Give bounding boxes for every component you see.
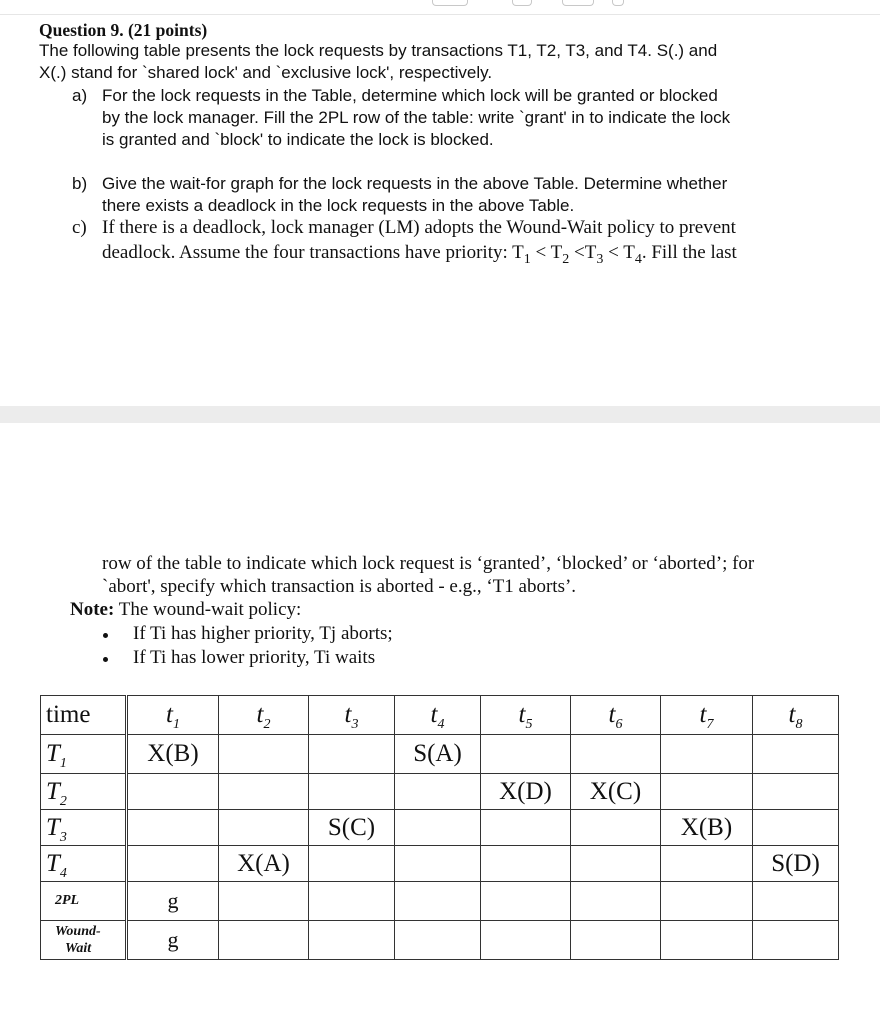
note-label: Note: <box>70 599 115 620</box>
part-c-line-2: deadlock. Assume the four transactions have priority: $T_1 < T_2 <T_3 < T_4$. Fill the last <box>102 242 737 267</box>
cell-t2-4 <box>395 774 481 810</box>
part-b-label: b) <box>72 174 88 193</box>
table-row-t3 <box>41 810 839 846</box>
priority-sub-3: 3 <box>596 251 604 267</box>
header-t4: $t_4$ <box>395 696 481 735</box>
cell-2pl-2[interactable] <box>219 882 309 921</box>
part-a-line-2: by the lock manager. Fill the 2PL row of the table: write `grant' in to indicate the lock <box>102 108 731 127</box>
cell-t2-5: X(D) <box>481 774 571 810</box>
header-t5: $t_5$ <box>481 696 571 735</box>
part-c-label: c) <box>72 217 87 238</box>
cell-ww-2[interactable] <box>219 921 309 960</box>
cell-ww-3[interactable] <box>309 921 395 960</box>
table-row-wound-wait <box>41 921 839 960</box>
toolbar-tabs <box>432 0 632 6</box>
cell-t2-7 <box>661 774 753 810</box>
cell-t4-4 <box>395 846 481 882</box>
cell-t1-1: X(B) <box>127 735 219 774</box>
cell-t3-3: S(C) <box>309 810 395 846</box>
part-a-label: a) <box>72 86 88 105</box>
toolbar-tab-1[interactable] <box>432 0 468 6</box>
cell-2pl-1[interactable]: g <box>127 882 219 921</box>
header-t7: $t_7$ <box>661 696 753 735</box>
row-label-2pl: 2PL <box>41 882 127 921</box>
cell-t2-6: X(C) <box>571 774 661 810</box>
cell-t2-2 <box>219 774 309 810</box>
cell-t4-1 <box>127 846 219 882</box>
cell-t2-8 <box>753 774 839 810</box>
row-label-t2: $T_2$ <box>41 774 127 810</box>
row-label-wound-wait: Wound- Wait <box>41 921 127 960</box>
toolbar-tab-3[interactable] <box>562 0 594 6</box>
intro-line-1: The following table presents the lock requests by transactions T1, T2, T3, and T4. S(.) and <box>39 41 718 60</box>
cell-2pl-4[interactable] <box>395 882 481 921</box>
cell-ww-5[interactable] <box>481 921 571 960</box>
note-bullet-1: If Ti has higher priority, Tj aborts; <box>133 623 393 644</box>
cell-t4-8: S(D) <box>753 846 839 882</box>
cell-t2-1 <box>127 774 219 810</box>
cell-t1-5 <box>481 735 571 774</box>
cell-t4-3 <box>309 846 395 882</box>
cell-2pl-3[interactable] <box>309 882 395 921</box>
priority-sub-4: 4 <box>634 251 642 267</box>
table-row-2pl <box>41 882 839 921</box>
cell-ww-1[interactable]: g <box>127 921 219 960</box>
note-line <box>70 598 301 622</box>
row-label-t3: $T_3$ <box>41 810 127 846</box>
cell-t1-4: S(A) <box>395 735 481 774</box>
header-t1: $t_1$ <box>127 696 219 735</box>
cell-ww-6[interactable] <box>571 921 661 960</box>
cell-t3-5 <box>481 810 571 846</box>
cell-ww-7[interactable] <box>661 921 753 960</box>
cell-2pl-8[interactable] <box>753 882 839 921</box>
cell-t3-2 <box>219 810 309 846</box>
table-row-t2 <box>41 774 839 810</box>
part-c-continued-1: row of the table to indicate which lock request is ‘granted’, ‘blocked’ or ‘aborted’; for <box>102 553 755 574</box>
note-text: The wound-wait policy: <box>114 599 302 620</box>
cell-t3-6 <box>571 810 661 846</box>
page-break <box>0 406 880 423</box>
note-bullet-2: If Ti has lower priority, Ti waits <box>133 647 376 668</box>
viewer-top-bar <box>0 0 880 15</box>
table-header-row <box>41 696 839 735</box>
part-c-line-2-suffix: . Fill the last <box>641 242 737 263</box>
intro-line-2: X(.) stand for `shared lock' and `exclusive lock', respectively. <box>39 63 493 82</box>
cell-2pl-6[interactable] <box>571 882 661 921</box>
priority-sub-1: 1 <box>523 251 531 267</box>
cell-t2-3 <box>309 774 395 810</box>
part-a-line-1: For the lock requests in the Table, determine which lock will be granted or blocked <box>102 86 718 105</box>
priority-sub-2: 2 <box>562 251 570 267</box>
part-a-line-3: is granted and `block' to indicate the lock is blocked. <box>102 130 494 149</box>
cell-ww-8[interactable] <box>753 921 839 960</box>
cell-t4-2: X(A) <box>219 846 309 882</box>
header-t6: $t_6$ <box>571 696 661 735</box>
cell-t1-2 <box>219 735 309 774</box>
cell-2pl-5[interactable] <box>481 882 571 921</box>
cell-t4-6 <box>571 846 661 882</box>
lock-request-table <box>40 695 839 960</box>
table-row-t4 <box>41 846 839 882</box>
part-b-line-1: Give the wait-for graph for the lock requests in the above Table. Determine whether <box>102 174 728 193</box>
bullet-dot-1 <box>103 633 108 638</box>
toolbar-tab-2[interactable] <box>512 0 532 6</box>
cell-t3-4 <box>395 810 481 846</box>
row-label-t4: $T_4$ <box>41 846 127 882</box>
part-c-continued-2: `abort', specify which transaction is aborted - e.g., ‘T1 aborts’. <box>102 576 577 597</box>
cell-t1-6 <box>571 735 661 774</box>
cell-t4-5 <box>481 846 571 882</box>
part-c-line-1: If there is a deadlock, lock manager (LM) adopts the Wound-Wait policy to prevent <box>102 217 736 238</box>
toolbar-tab-4[interactable] <box>612 0 624 6</box>
cell-t3-8 <box>753 810 839 846</box>
cell-2pl-7[interactable] <box>661 882 753 921</box>
cell-t1-7 <box>661 735 753 774</box>
header-time: time <box>41 696 127 735</box>
row-label-t1: $T_1$ <box>41 735 127 774</box>
question-title: Question 9. (21 points) <box>39 20 208 40</box>
cell-t1-8 <box>753 735 839 774</box>
cell-ww-4[interactable] <box>395 921 481 960</box>
cell-t4-7 <box>661 846 753 882</box>
cell-t1-3 <box>309 735 395 774</box>
part-b-line-2: there exists a deadlock in the lock requests in the above Table. <box>102 196 575 215</box>
bullet-dot-2 <box>103 657 108 662</box>
part-c-line-2-prefix: deadlock. Assume the four transactions have priority: T <box>102 242 524 263</box>
cell-t3-1 <box>127 810 219 846</box>
header-t2: $t_2$ <box>219 696 309 735</box>
cell-t3-7: X(B) <box>661 810 753 846</box>
header-t8: $t_8$ <box>753 696 839 735</box>
header-t3: $t_3$ <box>309 696 395 735</box>
table-row-t1 <box>41 735 839 774</box>
